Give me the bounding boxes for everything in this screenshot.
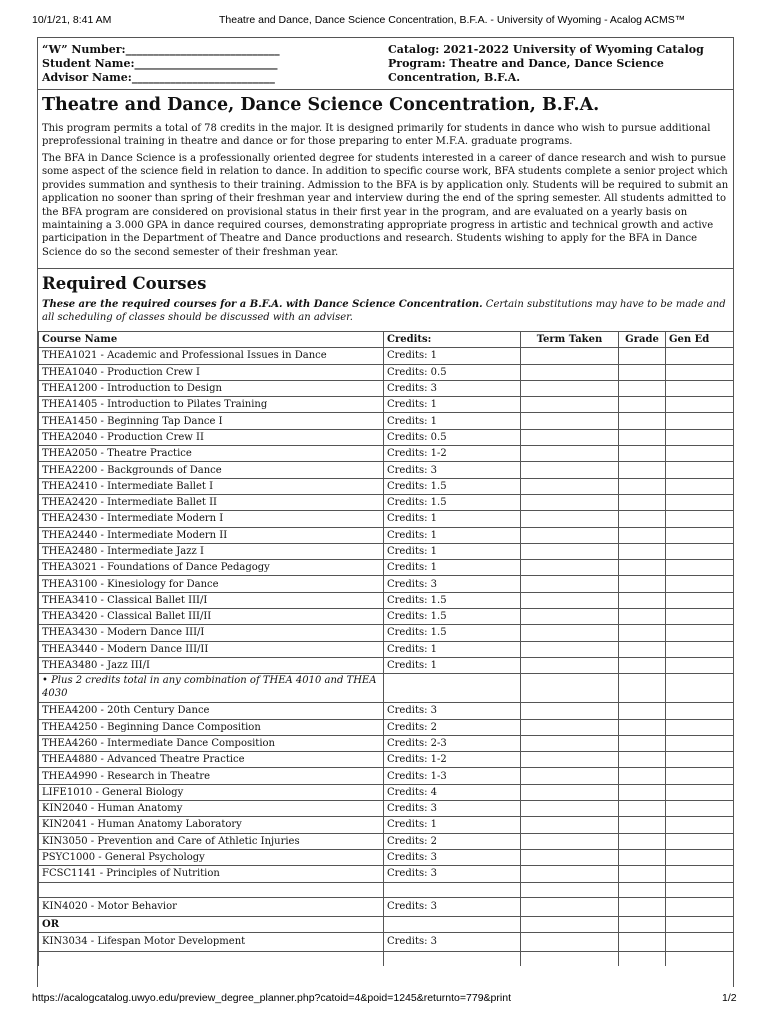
course-credits: Credits: 3 <box>384 849 521 865</box>
course-name: THEA3410 - Classical Ballet III/I <box>39 592 384 608</box>
cell-empty <box>384 674 521 703</box>
gen-ed-cell <box>666 576 734 592</box>
advisor-name-field: Advisor Name:__________________________ <box>42 71 275 84</box>
gen-ed-cell <box>666 752 734 768</box>
cell-empty <box>521 916 619 932</box>
grade-cell <box>619 833 666 849</box>
gen-ed-cell <box>666 641 734 657</box>
grade-cell <box>619 625 666 641</box>
catalog-label: Catalog: 2021-2022 University of Wyoming Catalog <box>388 43 704 56</box>
table-row <box>39 543 734 559</box>
table-row <box>39 768 734 784</box>
cell-empty <box>666 882 734 897</box>
gen-ed-cell <box>666 932 734 951</box>
required-courses-heading: Required Courses <box>42 274 207 293</box>
term-taken-cell <box>521 527 619 543</box>
cell-empty <box>384 951 521 966</box>
course-credits: Credits: 1 <box>384 543 521 559</box>
grade-cell <box>619 703 666 719</box>
term-taken-cell <box>521 866 619 882</box>
gen-ed-cell <box>666 511 734 527</box>
w-number-field: “W” Number:____________________________ <box>42 43 280 56</box>
required-courses-subtitle <box>42 298 730 325</box>
grade-cell <box>619 413 666 429</box>
course-name: THEA2200 - Backgrounds of Dance <box>39 462 384 478</box>
course-credits: Credits: 2 <box>384 719 521 735</box>
table-row <box>39 609 734 625</box>
cell-empty <box>39 882 384 897</box>
table-row <box>39 849 734 865</box>
term-taken-cell <box>521 897 619 916</box>
gen-ed-cell <box>666 735 734 751</box>
course-name: THEA1040 - Production Crew I <box>39 364 384 380</box>
cell-empty <box>619 882 666 897</box>
term-taken-cell <box>521 735 619 751</box>
grade-cell <box>619 752 666 768</box>
term-taken-cell <box>521 364 619 380</box>
term-taken-cell <box>521 511 619 527</box>
gen-ed-cell <box>666 478 734 494</box>
cell-empty <box>384 916 521 932</box>
grade-cell <box>619 462 666 478</box>
col-course-name: Course Name <box>39 332 384 348</box>
course-credits: Credits: 1.5 <box>384 478 521 494</box>
col-credits: Credits: <box>384 332 521 348</box>
term-taken-cell <box>521 380 619 396</box>
table-row <box>39 897 734 916</box>
grade-cell <box>619 801 666 817</box>
grade-cell <box>619 527 666 543</box>
course-name: THEA2410 - Intermediate Ballet I <box>39 478 384 494</box>
cell-empty <box>521 674 619 703</box>
course-credits: Credits: 2 <box>384 833 521 849</box>
course-credits: Credits: 1 <box>384 511 521 527</box>
required-courses-table <box>38 331 734 966</box>
grade-cell <box>619 397 666 413</box>
gen-ed-cell <box>666 719 734 735</box>
course-name: THEA3480 - Jazz III/I <box>39 657 384 673</box>
course-name: THEA2480 - Intermediate Jazz I <box>39 543 384 559</box>
course-credits: Credits: 1 <box>384 560 521 576</box>
gen-ed-cell <box>666 462 734 478</box>
course-name: THEA2430 - Intermediate Modern I <box>39 511 384 527</box>
term-taken-cell <box>521 576 619 592</box>
term-taken-cell <box>521 494 619 510</box>
term-taken-cell <box>521 609 619 625</box>
col-term-taken: Term Taken <box>521 332 619 348</box>
grade-cell <box>619 543 666 559</box>
program-intro <box>38 89 733 269</box>
grade-cell <box>619 348 666 364</box>
gen-ed-cell <box>666 849 734 865</box>
gen-ed-cell <box>666 897 734 916</box>
term-taken-cell <box>521 932 619 951</box>
gen-ed-cell <box>666 429 734 445</box>
table-row <box>39 364 734 380</box>
gen-ed-cell <box>666 380 734 396</box>
grade-cell <box>619 641 666 657</box>
spacer-row <box>39 882 734 897</box>
table-row <box>39 462 734 478</box>
gen-ed-cell <box>666 348 734 364</box>
cell-empty <box>666 916 734 932</box>
program-description-2: The BFA in Dance Science is a professionally oriented degree for students interested in a career of dance research and wish to pursue some aspect of the science field in relation to dance. In addition to specific course work, BFA students complete a senior project which provides summation and synthesis to their training. Admission to the BFA is by application only. Students will be required to submit an application no sooner than spring of their freshman year and interview during the end of the spring semester. All students admitted to the BFA program are considered on provisional status in their first year in the program, and are evaluated on a yearly basis on maintaining a 3.000 GPA in dance required courses, demonstrating appropriate progress in artistic and technical growth and active participation in the Department of Theatre and Dance productions and research. Students wishing to apply for the BFA in Dance Science do so the second semester of their freshman year. <box>42 153 729 258</box>
table-row <box>39 413 734 429</box>
course-credits: Credits: 3 <box>384 462 521 478</box>
course-credits: Credits: 3 <box>384 932 521 951</box>
grade-cell <box>619 592 666 608</box>
table-row <box>39 625 734 641</box>
course-name: KIN2040 - Human Anatomy <box>39 801 384 817</box>
term-taken-cell <box>521 703 619 719</box>
course-credits: Credits: 1.5 <box>384 625 521 641</box>
table-row <box>39 801 734 817</box>
grade-cell <box>619 478 666 494</box>
course-name: THEA4880 - Advanced Theatre Practice <box>39 752 384 768</box>
grade-cell <box>619 364 666 380</box>
course-name: THEA1405 - Introduction to Pilates Training <box>39 397 384 413</box>
table-row <box>39 703 734 719</box>
course-name: KIN4020 - Motor Behavior <box>39 897 384 916</box>
program-title: Theatre and Dance, Dance Science Concentration, B.F.A. <box>42 95 600 115</box>
gen-ed-cell <box>666 703 734 719</box>
spacer-row <box>39 951 734 966</box>
elective-note: • Plus 2 credits total in any combination of THEA 4010 and THEA 4030 <box>39 674 384 703</box>
term-taken-cell <box>521 413 619 429</box>
course-credits: Credits: 1-2 <box>384 446 521 462</box>
subtitle-bold: These are the required courses for a B.F.A. with Dance Science Concentration. <box>42 299 483 310</box>
table-header-row <box>39 332 734 348</box>
term-taken-cell <box>521 849 619 865</box>
course-name: KIN2041 - Human Anatomy Laboratory <box>39 817 384 833</box>
gen-ed-cell <box>666 866 734 882</box>
course-credits: Credits: 4 <box>384 784 521 800</box>
course-name: THEA1450 - Beginning Tap Dance I <box>39 413 384 429</box>
course-name: THEA3420 - Classical Ballet III/II <box>39 609 384 625</box>
term-taken-cell <box>521 768 619 784</box>
table-row <box>39 592 734 608</box>
gen-ed-cell <box>666 446 734 462</box>
table-row <box>39 478 734 494</box>
gen-ed-cell <box>666 560 734 576</box>
table-row <box>39 657 734 673</box>
term-taken-cell <box>521 348 619 364</box>
gen-ed-cell <box>666 657 734 673</box>
grade-cell <box>619 866 666 882</box>
term-taken-cell <box>521 462 619 478</box>
gen-ed-cell <box>666 527 734 543</box>
course-credits: Credits: 3 <box>384 897 521 916</box>
col-grade: Grade <box>619 332 666 348</box>
course-credits: Credits: 2-3 <box>384 735 521 751</box>
course-name: THEA1200 - Introduction to Design <box>39 380 384 396</box>
term-taken-cell <box>521 625 619 641</box>
course-name: THEA4200 - 20th Century Dance <box>39 703 384 719</box>
grade-cell <box>619 560 666 576</box>
gen-ed-cell <box>666 543 734 559</box>
grade-cell <box>619 784 666 800</box>
student-name-field: Student Name:__________________________ <box>42 57 278 70</box>
table-row <box>39 719 734 735</box>
gen-ed-cell <box>666 592 734 608</box>
course-credits: Credits: 3 <box>384 703 521 719</box>
print-datetime: 10/1/21, 8:41 AM <box>32 14 112 26</box>
grade-cell <box>619 719 666 735</box>
table-row <box>39 817 734 833</box>
table-row <box>39 494 734 510</box>
term-taken-cell <box>521 446 619 462</box>
table-row <box>39 784 734 800</box>
print-url: https://acalogcatalog.uwyo.edu/preview_degree_planner.php?catoid=4&poid=1245&returnto=779&print <box>32 992 511 1004</box>
grade-cell <box>619 576 666 592</box>
course-credits: Credits: 1-3 <box>384 768 521 784</box>
table-row <box>39 446 734 462</box>
grade-cell <box>619 609 666 625</box>
grade-cell <box>619 380 666 396</box>
term-taken-cell <box>521 833 619 849</box>
subtitle-rest: Certain substitutions may have to be made and all scheduling of classes should be discussed with an adviser. <box>42 299 726 324</box>
grade-cell <box>619 446 666 462</box>
course-name: THEA4250 - Beginning Dance Composition <box>39 719 384 735</box>
grade-cell <box>619 817 666 833</box>
table-row <box>39 380 734 396</box>
course-credits: Credits: 3 <box>384 801 521 817</box>
cell-empty <box>521 882 619 897</box>
term-taken-cell <box>521 719 619 735</box>
term-taken-cell <box>521 543 619 559</box>
student-info-block <box>42 43 280 85</box>
gen-ed-cell <box>666 364 734 380</box>
term-taken-cell <box>521 397 619 413</box>
course-name: PSYC1000 - General Psychology <box>39 849 384 865</box>
gen-ed-cell <box>666 397 734 413</box>
term-taken-cell <box>521 817 619 833</box>
term-taken-cell <box>521 641 619 657</box>
cell-empty <box>619 674 666 703</box>
term-taken-cell <box>521 478 619 494</box>
course-credits: Credits: 3 <box>384 576 521 592</box>
program-label: Program: Theatre and Dance, Dance Science Concentration, B.F.A. <box>388 57 664 84</box>
table-row <box>39 641 734 657</box>
course-credits: Credits: 1.5 <box>384 609 521 625</box>
grade-cell <box>619 657 666 673</box>
course-name: KIN3050 - Prevention and Care of Athletic Injuries <box>39 833 384 849</box>
course-credits: Credits: 3 <box>384 866 521 882</box>
table-row <box>39 429 734 445</box>
table-row <box>39 397 734 413</box>
print-page-number: 1/2 <box>722 992 737 1004</box>
course-credits: Credits: 0.5 <box>384 429 521 445</box>
term-taken-cell <box>521 752 619 768</box>
course-credits: Credits: 1 <box>384 413 521 429</box>
course-name: LIFE1010 - General Biology <box>39 784 384 800</box>
term-taken-cell <box>521 784 619 800</box>
course-name: THEA1021 - Academic and Professional Issues in Dance <box>39 348 384 364</box>
course-name: THEA3021 - Foundations of Dance Pedagogy <box>39 560 384 576</box>
course-credits: Credits: 0.5 <box>384 364 521 380</box>
or-row <box>39 916 734 932</box>
gen-ed-cell <box>666 768 734 784</box>
col-gen-ed: Gen Ed <box>666 332 734 348</box>
cell-empty <box>521 951 619 966</box>
course-credits: Credits: 1.5 <box>384 592 521 608</box>
gen-ed-cell <box>666 833 734 849</box>
grade-cell <box>619 494 666 510</box>
course-name: THEA2050 - Theatre Practice <box>39 446 384 462</box>
grade-cell <box>619 768 666 784</box>
grade-cell <box>619 932 666 951</box>
term-taken-cell <box>521 592 619 608</box>
program-description-1: This program permits a total of 78 credits in the major. It is designed primarily for students in dance who wish to pursue additional preprofessional training in theatre and dance or for those preparing to enter M.F.A. graduate programs. <box>42 123 711 148</box>
table-row <box>39 932 734 951</box>
table-row <box>39 735 734 751</box>
grade-cell <box>619 511 666 527</box>
gen-ed-cell <box>666 625 734 641</box>
or-label: OR <box>39 916 384 932</box>
catalog-info-block <box>388 43 733 85</box>
course-name: THEA4990 - Research in Theatre <box>39 768 384 784</box>
gen-ed-cell <box>666 817 734 833</box>
gen-ed-cell <box>666 413 734 429</box>
grade-cell <box>619 897 666 916</box>
grade-cell <box>619 735 666 751</box>
course-credits: Credits: 1 <box>384 817 521 833</box>
table-row <box>39 833 734 849</box>
course-credits: Credits: 1 <box>384 641 521 657</box>
course-name: FCSC1141 - Principles of Nutrition <box>39 866 384 882</box>
course-name: THEA3440 - Modern Dance III/II <box>39 641 384 657</box>
gen-ed-cell <box>666 609 734 625</box>
term-taken-cell <box>521 657 619 673</box>
degree-planner-frame <box>37 37 734 987</box>
table-row <box>39 348 734 364</box>
cell-empty <box>39 951 384 966</box>
course-name: THEA2440 - Intermediate Modern II <box>39 527 384 543</box>
term-taken-cell <box>521 801 619 817</box>
table-row <box>39 752 734 768</box>
course-credits: Credits: 1 <box>384 397 521 413</box>
print-page-title: Theatre and Dance, Dance Science Concentration, B.F.A. - University of Wyoming - Acalog ACMS™ <box>219 14 686 26</box>
course-credits: Credits: 1-2 <box>384 752 521 768</box>
course-name: KIN3034 - Lifespan Motor Development <box>39 932 384 951</box>
table-row <box>39 527 734 543</box>
cell-empty <box>619 951 666 966</box>
table-row <box>39 576 734 592</box>
course-name: THEA3430 - Modern Dance III/I <box>39 625 384 641</box>
course-name: THEA2040 - Production Crew II <box>39 429 384 445</box>
header-info-row <box>38 38 733 90</box>
table-row <box>39 560 734 576</box>
course-name: THEA4260 - Intermediate Dance Composition <box>39 735 384 751</box>
cell-empty <box>666 674 734 703</box>
gen-ed-cell <box>666 801 734 817</box>
table-row <box>39 866 734 882</box>
grade-cell <box>619 429 666 445</box>
term-taken-cell <box>521 429 619 445</box>
table-row <box>39 511 734 527</box>
course-credits: Credits: 1 <box>384 348 521 364</box>
cell-empty <box>666 951 734 966</box>
elective-note-row <box>39 674 734 703</box>
course-name: THEA2420 - Intermediate Ballet II <box>39 494 384 510</box>
course-credits: Credits: 3 <box>384 380 521 396</box>
course-name: THEA3100 - Kinesiology for Dance <box>39 576 384 592</box>
grade-cell <box>619 849 666 865</box>
term-taken-cell <box>521 560 619 576</box>
gen-ed-cell <box>666 784 734 800</box>
course-credits: Credits: 1.5 <box>384 494 521 510</box>
course-credits: Credits: 1 <box>384 657 521 673</box>
cell-empty <box>384 882 521 897</box>
course-credits: Credits: 1 <box>384 527 521 543</box>
gen-ed-cell <box>666 494 734 510</box>
cell-empty <box>619 916 666 932</box>
